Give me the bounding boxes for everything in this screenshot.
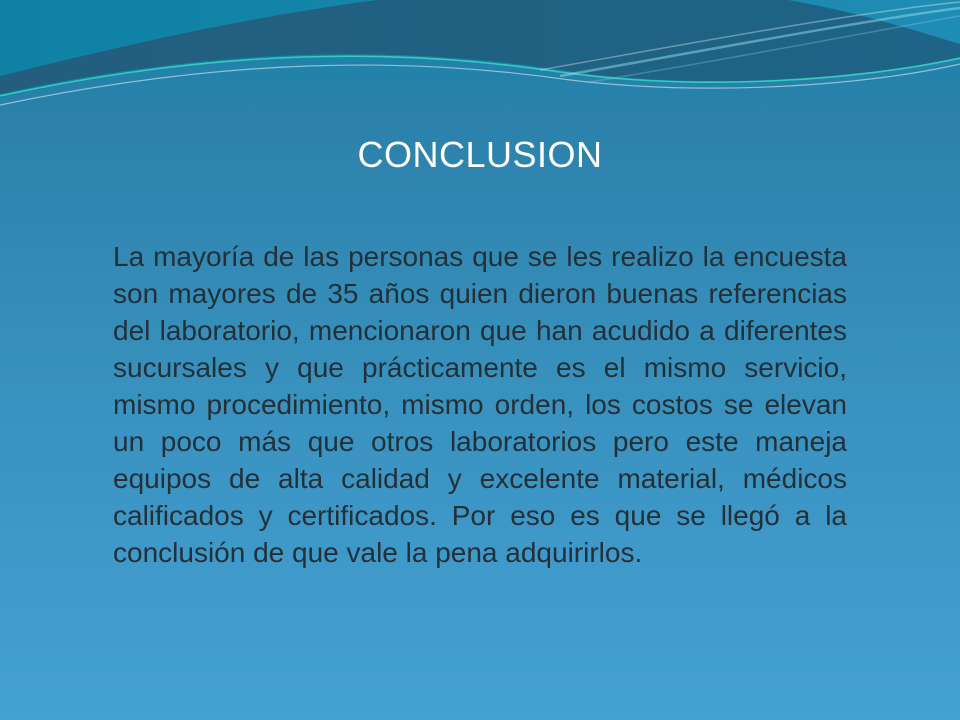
slide-body-text: La mayoría de las personas que se les realizo la encuesta son mayores de 35 años quien dieron buenas referencias del laboratorio, mencionaron que han acudido a diferentes sucursales y que prácticamente es el mismo servicio, mismo procedimiento, mismo orden, los costos se elevan un poco más que otros laboratorios pero este maneja equipos de alta calidad y excelente material, médicos calificados y certificados. Por eso es que se llegó a la conclusión de que vale la pena adquirirlos. bbox=[113, 241, 847, 568]
wave-dark-swoosh bbox=[0, 0, 960, 94]
wave-streak-1 bbox=[540, 2, 960, 70]
wave-accent-aqua-line bbox=[0, 56, 960, 96]
wave-streak-2 bbox=[560, 8, 960, 76]
wave-decoration bbox=[0, 0, 960, 150]
wave-streak-3 bbox=[590, 16, 960, 82]
wave-accent-white-line bbox=[0, 64, 960, 105]
wave-upper-teal-zone bbox=[0, 0, 960, 98]
slide-title: CONCLUSION bbox=[357, 134, 603, 175]
